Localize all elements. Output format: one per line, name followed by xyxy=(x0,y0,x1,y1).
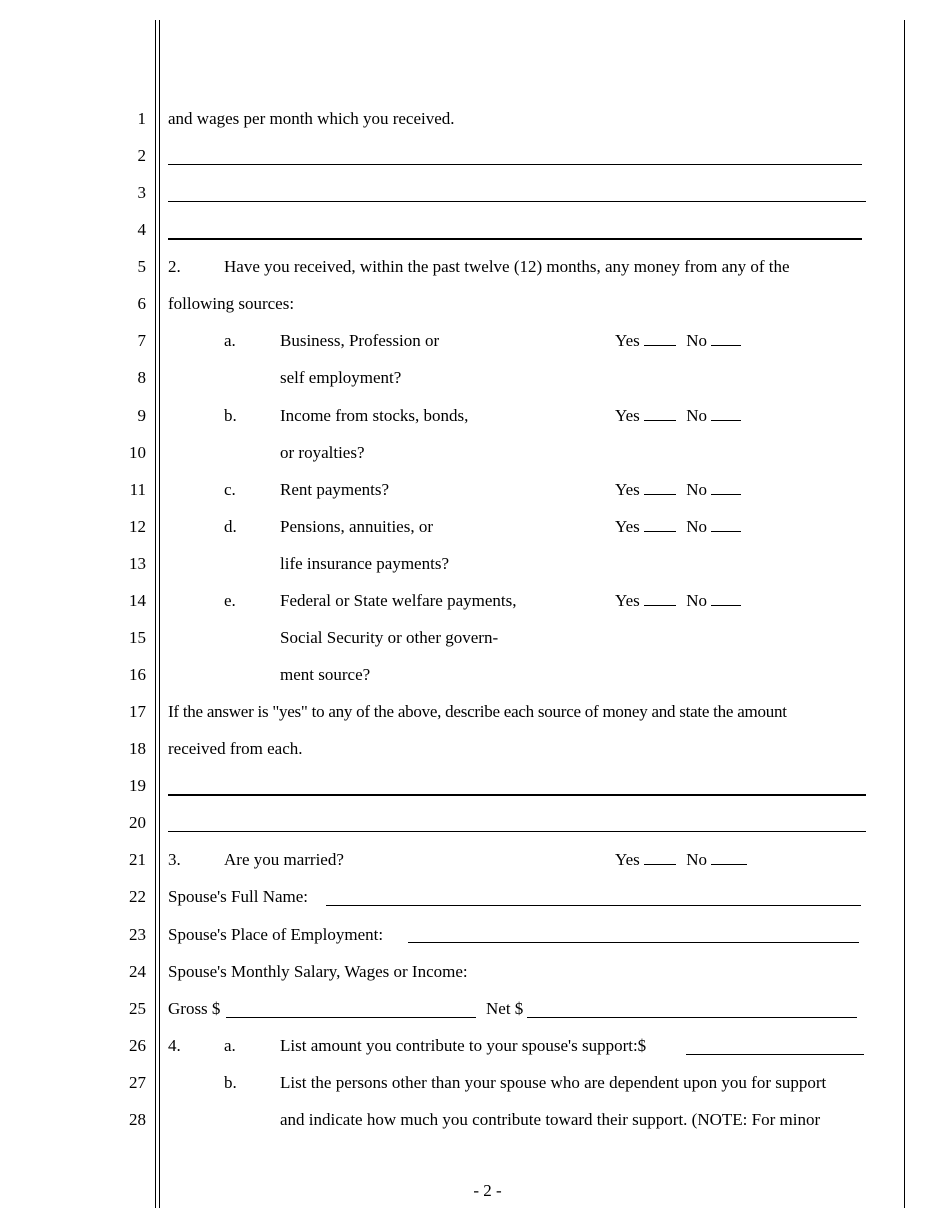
item-letter: c. xyxy=(224,480,236,499)
spouse-name-label: Spouse's Full Name: xyxy=(168,887,309,906)
yes-no-field xyxy=(615,517,741,537)
item-text: Rent payments? xyxy=(280,480,390,499)
yes-label: Yes xyxy=(615,331,640,350)
yes-blank[interactable] xyxy=(644,480,676,495)
item-text: Federal or State welfare payments, xyxy=(280,591,517,610)
line-number: 1 xyxy=(137,109,146,128)
yes-no-field xyxy=(615,331,741,351)
line-number: 13 xyxy=(129,554,146,573)
line-number: 20 xyxy=(129,813,146,832)
line-number: 2 xyxy=(137,146,146,165)
question-number: 2. xyxy=(168,257,181,276)
item-letter: b. xyxy=(224,406,237,425)
left-margin-rule-inner xyxy=(159,20,160,1208)
line-number: 24 xyxy=(129,962,146,981)
line-number: 17 xyxy=(129,702,146,721)
right-margin-rule xyxy=(904,20,905,1208)
item-letter: e. xyxy=(224,591,236,610)
spouse-support-blank[interactable] xyxy=(686,1054,864,1055)
answer-line xyxy=(168,201,866,202)
no-blank[interactable] xyxy=(711,591,741,606)
yes-label: Yes xyxy=(615,517,640,536)
yes-no-field xyxy=(615,406,741,426)
question-number: 4. xyxy=(168,1036,181,1055)
no-blank[interactable] xyxy=(711,517,741,532)
line-number: 6 xyxy=(137,294,146,313)
body-text-line: and wages per month which you received. xyxy=(168,109,455,128)
no-label: No xyxy=(686,517,708,536)
no-blank[interactable] xyxy=(711,331,741,346)
no-label: No xyxy=(686,480,708,499)
line-number: 18 xyxy=(129,739,146,758)
line-number: 14 xyxy=(129,591,146,610)
body-text-line: received from each. xyxy=(168,739,303,758)
answer-line xyxy=(168,831,866,832)
line-number: 16 xyxy=(129,665,146,684)
line-number: 7 xyxy=(137,331,146,350)
body-text-line: If the answer is "yes" to any of the above, describe each source of money and state the amount xyxy=(168,702,787,721)
line-number: 12 xyxy=(129,517,146,536)
item-text: List the persons other than your spouse who are dependent upon you for support xyxy=(280,1073,827,1092)
line-number: 21 xyxy=(129,850,146,869)
yes-blank[interactable] xyxy=(644,850,676,865)
answer-line xyxy=(168,794,866,796)
left-margin-rule xyxy=(155,20,156,1208)
item-text: and indicate how much you contribute toward their support. (NOTE: For minor xyxy=(280,1110,821,1129)
gross-label: Gross $ xyxy=(168,999,221,1018)
yes-no-field xyxy=(615,591,741,611)
item-text: Pensions, annuities, or xyxy=(280,517,433,536)
yes-no-field xyxy=(615,480,741,500)
item-text: ment source? xyxy=(280,665,371,684)
question-number: 3. xyxy=(168,850,181,869)
line-number: 28 xyxy=(129,1110,146,1129)
line-number: 25 xyxy=(129,999,146,1018)
line-number: 11 xyxy=(129,480,146,499)
item-letter: a. xyxy=(224,331,236,350)
gross-blank[interactable] xyxy=(226,1017,476,1018)
line-number: 26 xyxy=(129,1036,146,1055)
no-label: No xyxy=(686,850,708,869)
no-label: No xyxy=(686,331,708,350)
page-number: - 2 - xyxy=(473,1181,502,1200)
item-letter: d. xyxy=(224,517,237,536)
yes-no-field xyxy=(615,850,747,870)
question-text: following sources: xyxy=(168,294,295,313)
no-blank[interactable] xyxy=(711,406,741,421)
yes-label: Yes xyxy=(615,480,640,499)
no-label: No xyxy=(686,406,708,425)
item-letter: a. xyxy=(224,1036,236,1055)
item-letter: b. xyxy=(224,1073,237,1092)
net-blank[interactable] xyxy=(527,1017,857,1018)
question-text: Are you married? xyxy=(224,850,344,869)
line-number: 3 xyxy=(137,183,146,202)
yes-label: Yes xyxy=(615,406,640,425)
yes-blank[interactable] xyxy=(644,517,676,532)
yes-label: Yes xyxy=(615,591,640,610)
net-label: Net $ xyxy=(486,999,524,1018)
line-number: 15 xyxy=(129,628,146,647)
spouse-income-label: Spouse's Monthly Salary, Wages or Income: xyxy=(168,962,468,981)
spouse-employment-label: Spouse's Place of Employment: xyxy=(168,925,384,944)
item-text: Business, Profession or xyxy=(280,331,440,350)
line-number: 27 xyxy=(129,1073,146,1092)
line-number: 8 xyxy=(137,368,146,387)
answer-line xyxy=(168,238,862,240)
item-text: List amount you contribute to your spouse's support:$ xyxy=(280,1036,647,1055)
no-label: No xyxy=(686,591,708,610)
item-text: Income from stocks, bonds, xyxy=(280,406,469,425)
no-blank[interactable] xyxy=(711,850,747,865)
no-blank[interactable] xyxy=(711,480,741,495)
line-number: 19 xyxy=(129,776,146,795)
line-number: 4 xyxy=(137,220,146,239)
line-number: 23 xyxy=(129,925,146,944)
line-number: 10 xyxy=(129,443,146,462)
spouse-name-blank[interactable] xyxy=(326,905,861,906)
yes-label: Yes xyxy=(615,850,640,869)
yes-blank[interactable] xyxy=(644,406,676,421)
item-text: self employment? xyxy=(280,368,402,387)
line-number: 5 xyxy=(137,257,146,276)
answer-line xyxy=(168,164,862,165)
yes-blank[interactable] xyxy=(644,331,676,346)
yes-blank[interactable] xyxy=(644,591,676,606)
item-text: or royalties? xyxy=(280,443,365,462)
line-number: 9 xyxy=(137,406,146,425)
item-text: Social Security or other govern- xyxy=(280,628,499,647)
item-text: life insurance payments? xyxy=(280,554,449,573)
question-text: Have you received, within the past twelve (12) months, any money from any of the xyxy=(224,257,790,276)
spouse-employment-blank[interactable] xyxy=(408,942,859,943)
line-number: 22 xyxy=(129,887,146,906)
